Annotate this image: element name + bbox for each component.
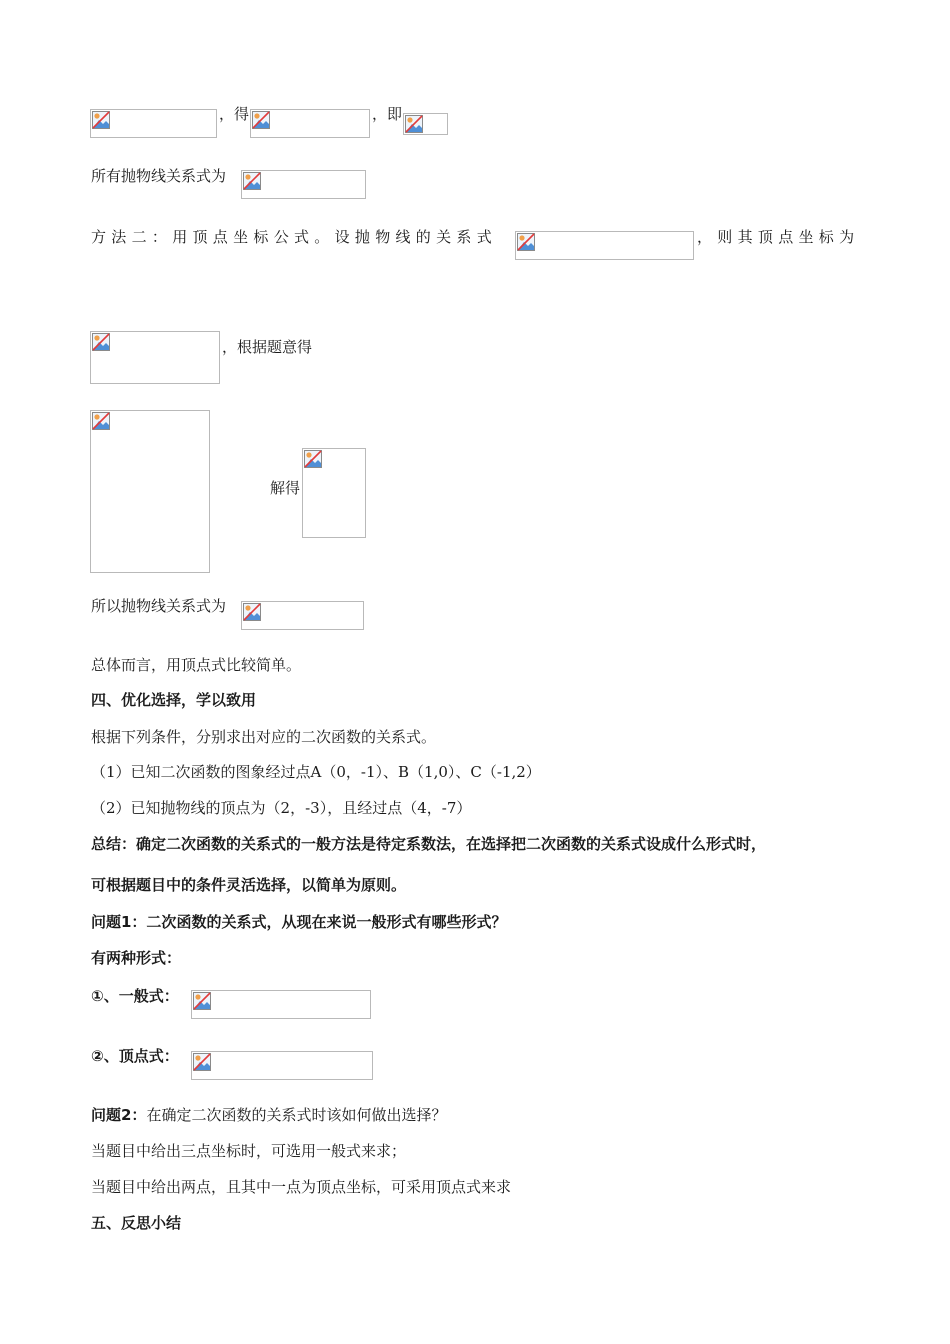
broken-image-icon [92, 412, 110, 430]
question-2: （2）已知抛物线的顶点为（2，-3），且经过点（4，-7） [91, 799, 472, 817]
formula-image-2 [250, 109, 370, 138]
problem-2-label: 问题2： [91, 1106, 147, 1124]
question-1: （1）已知二次函数的图象经过点A（0，-1）、B（1,0）、C（-1,2） [91, 763, 541, 781]
by-meaning-text: ，根据题意得 [222, 338, 313, 356]
formula-image-8 [302, 448, 366, 538]
formula-image-1 [90, 109, 217, 138]
summary-line-2: 可根据题目中的条件灵活选择，以简单为原则。 [91, 876, 407, 894]
problem-2-text: 在确定二次函数的关系式时该如何做出选择？ [146, 1106, 447, 1124]
broken-image-icon [252, 111, 270, 129]
problem-2 [91, 1105, 446, 1125]
answer-1: 当题目中给出三点坐标时，可选用一般式来求； [91, 1142, 407, 1160]
text-ji: ，即 [372, 105, 403, 123]
text-de: ，得 [219, 105, 250, 123]
formula-image-4 [241, 170, 366, 199]
two-forms-text: 有两种形式： [91, 949, 182, 967]
broken-image-icon [92, 111, 110, 129]
broken-image-icon [304, 450, 322, 468]
formula-image-6 [90, 331, 220, 384]
formula-image-5 [515, 231, 694, 260]
answer-2: 当题目中给出两点，且其中一点为顶点坐标，可采用顶点式来求 [91, 1178, 512, 1196]
general-form-label: ①、一般式： [91, 987, 179, 1005]
instruction-text: 根据下列条件，分别求出对应的二次函数的关系式。 [91, 728, 437, 746]
method2-tail: ，则其顶点坐标为 [697, 228, 860, 246]
problem-1: 问题1：二次函数的关系式，从现在来说一般形式有哪些形式？ [91, 913, 507, 931]
overall-text: 总体而言，用顶点式比较简单。 [91, 656, 302, 674]
method2-text: 方法二：用顶点坐标公式。设抛物线的关系式 [91, 228, 498, 246]
section-4-heading: 四、优化选择，学以致用 [91, 691, 257, 709]
section-5-heading: 五、反思小结 [91, 1214, 182, 1232]
broken-image-icon [193, 992, 211, 1010]
solve-text: 解得 [270, 479, 301, 497]
broken-image-icon [243, 172, 261, 190]
broken-image-icon [517, 233, 535, 251]
broken-image-icon [92, 333, 110, 351]
broken-image-icon [405, 115, 423, 133]
broken-image-icon [243, 603, 261, 621]
so-parabola-text: 所以抛物线关系式为 [91, 597, 227, 615]
summary-line-1: 总结：确定二次函数的关系式的一般方法是待定系数法，在选择把二次函数的关系式设成什么形式时， [91, 835, 767, 853]
formula-image-3 [403, 113, 448, 135]
formula-image-11 [191, 1051, 373, 1080]
formula-image-7 [90, 410, 210, 573]
vertex-form-label: ②、顶点式： [91, 1047, 179, 1065]
formula-image-10 [191, 990, 371, 1019]
all-parabola-text: 所有抛物线关系式为 [91, 167, 227, 185]
broken-image-icon [193, 1053, 211, 1071]
formula-image-9 [241, 601, 364, 630]
